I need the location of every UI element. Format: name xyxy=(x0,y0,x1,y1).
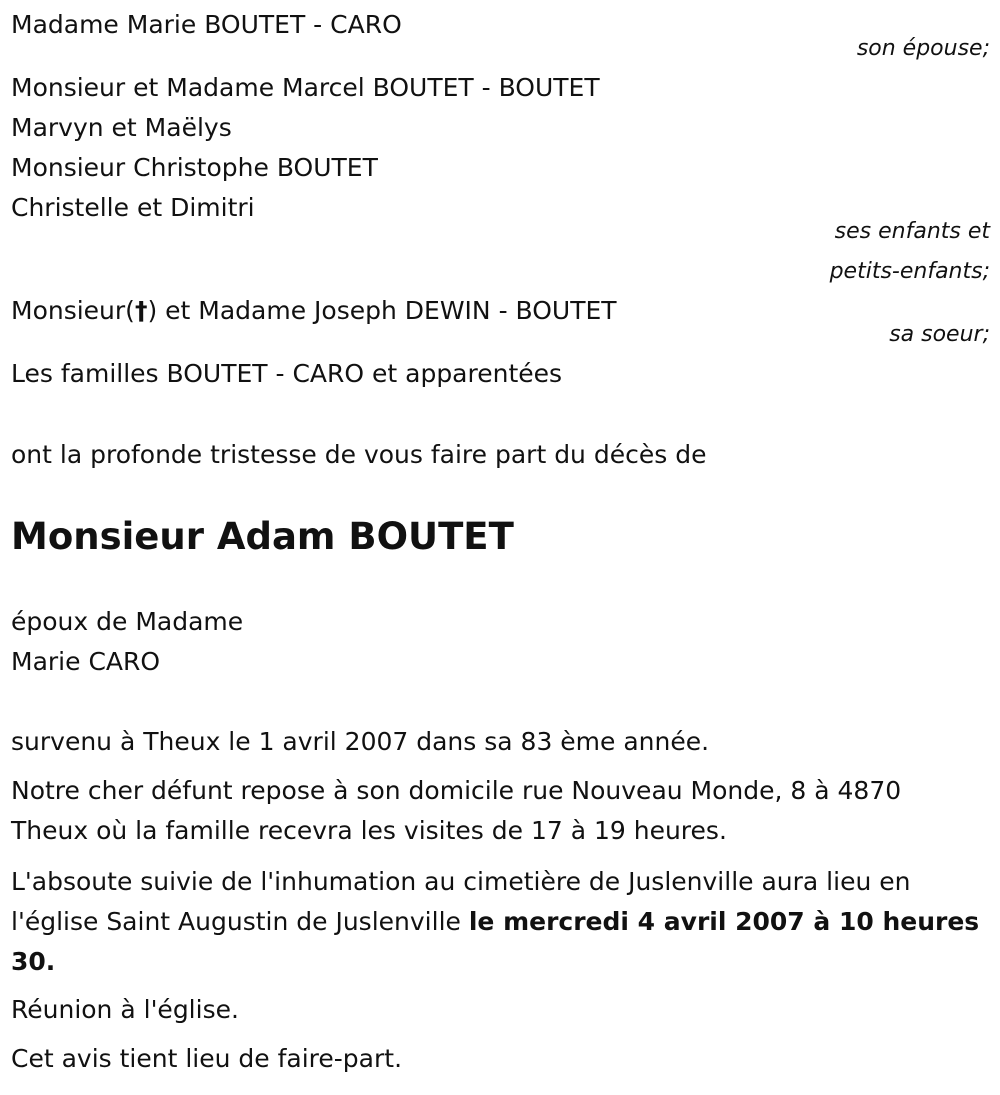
children-role-line-1: ses enfants et xyxy=(834,219,990,244)
deceased-name: Monsieur Adam BOUTET xyxy=(11,515,514,558)
notice-line: Cet avis tient lieu de faire-part. xyxy=(11,1044,403,1073)
announcement-line: ont la profonde tristesse de vous faire part du décès de xyxy=(11,440,707,469)
spouse-name: Madame Marie BOUTET - CARO xyxy=(11,10,402,39)
spouse-role: son épouse; xyxy=(856,36,990,61)
cross-icon: † xyxy=(134,296,148,325)
children-role-line-2: petits-enfants; xyxy=(829,259,990,284)
deceased-spouse-line-2: Marie CARO xyxy=(11,647,161,676)
sister-role: sa soeur; xyxy=(889,322,990,347)
ceremony-paragraph xyxy=(11,862,986,982)
child-line-3: Monsieur Christophe BOUTET xyxy=(11,153,378,182)
child-line-4: Christelle et Dimitri xyxy=(11,193,255,222)
sister-line xyxy=(11,296,617,326)
ceremony-text: L'absoute suivie de l'inhumation au cimetière de Juslenville aura lieu en l'église Saint Augustin de Juslenville xyxy=(11,867,911,936)
deceased-spouse-line-1: époux de Madame xyxy=(11,607,244,636)
domicile-paragraph: Notre cher défunt repose à son domicile rue Nouveau Monde, 8 à 4870 Theux où la famille recevra les visites de 17 à 19 heures. xyxy=(11,776,902,845)
death-details: survenu à Theux le 1 avril 2007 dans sa 83 ème année. xyxy=(11,727,710,756)
meeting-line: Réunion à l'église. xyxy=(11,995,239,1024)
families-line: Les familles BOUTET - CARO et apparentées xyxy=(11,359,563,388)
child-line-2: Marvyn et Maëlys xyxy=(11,113,232,142)
sister-prefix: Monsieur( xyxy=(11,296,135,325)
sister-suffix: ) et Madame Joseph DEWIN - BOUTET xyxy=(147,296,617,325)
ceremony-date: le mercredi 4 avril 2007 à 10 heures 30. xyxy=(11,907,980,976)
child-line-1: Monsieur et Madame Marcel BOUTET - BOUTET xyxy=(11,73,600,102)
